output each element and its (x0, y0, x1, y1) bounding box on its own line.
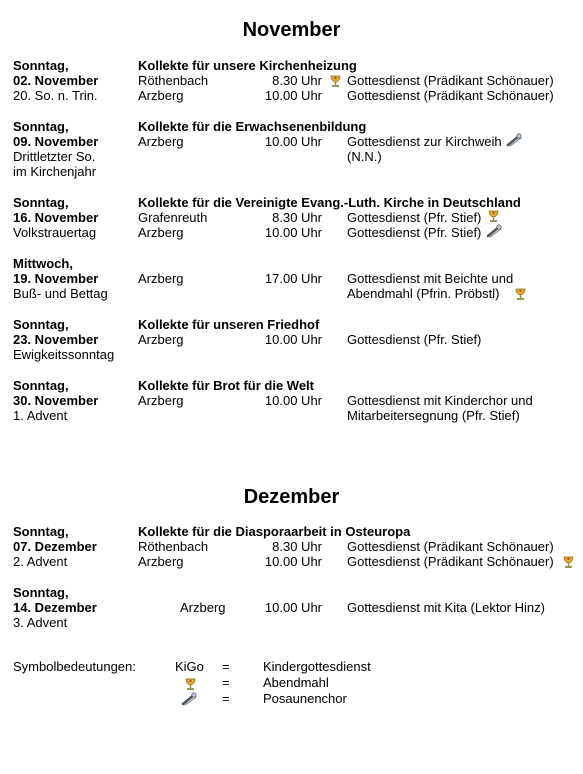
service-description: Gottesdienst (Prädikant Schönauer) (347, 73, 554, 88)
service-place: Arzberg (138, 225, 184, 240)
service-entry (0, 317, 583, 377)
service-time: 8.30 Uhr (272, 210, 322, 225)
abendmahl-chalice-icon (486, 209, 501, 224)
service-description-continued: Mitarbeitersegnung (Pfr. Stief) (347, 408, 520, 423)
date-label: 16. November (13, 210, 99, 225)
collection-label: Kollekte für die Erwachsenenbildung (138, 119, 367, 134)
date-label: 30. November (13, 393, 99, 408)
day-label: Sonntag, (13, 585, 69, 600)
legend-label: Symbolbedeutungen: (13, 659, 136, 674)
liturgical-day: Drittletzter So. (13, 149, 96, 164)
day-label: Mittwoch, (13, 256, 73, 271)
service-place: Grafenreuth (138, 210, 208, 225)
posaunenchor-trombone-icon (181, 692, 198, 707)
legend-symbol-kigo: KiGo (175, 659, 204, 674)
service-description: Gottesdienst (Pfr. Stief) (347, 225, 482, 240)
service-description: Gottesdienst (Prädikant Schönauer) (347, 539, 554, 554)
service-description: Gottesdienst (Prädikant Schönauer) (347, 554, 554, 569)
service-time: 8.30 Uhr (272, 539, 322, 554)
date-label: 07. Dezember (13, 539, 97, 554)
service-description-continued: (N.N.) (347, 149, 382, 164)
liturgical-day: Ewigkeitssonntag (13, 347, 115, 362)
date-label: 23. November (13, 332, 99, 347)
liturgical-day: im Kirchenjahr (13, 164, 97, 179)
service-entry (0, 58, 583, 118)
collection-label: Kollekte für unsere Kirchenheizung (138, 58, 357, 73)
day-label: Sonntag, (13, 58, 69, 73)
collection-label: Kollekte für die Diasporaarbeit in Osteuropa (138, 524, 411, 539)
service-description: Gottesdienst mit Kinderchor und (347, 393, 533, 408)
legend-meaning: Kindergottesdienst (263, 659, 371, 674)
liturgical-day: Buß- und Bettag (13, 286, 108, 301)
service-place: Röthenbach (138, 73, 209, 88)
liturgical-day: 3. Advent (13, 615, 68, 630)
service-time: 17.00 Uhr (264, 271, 322, 286)
posaunenchor-trombone-icon (506, 133, 521, 148)
service-entry (0, 256, 583, 316)
service-time: 10.00 Uhr (264, 225, 322, 240)
service-place: Arzberg (138, 134, 184, 149)
legend-meaning: Abendmahl (263, 675, 329, 690)
service-entry (0, 524, 583, 584)
collection-label: Kollekte für Brot für die Welt (138, 378, 314, 393)
month-title-november: November (242, 19, 341, 41)
service-description: Gottesdienst mit Beichte und (347, 271, 514, 286)
abendmahl-chalice-icon (328, 74, 343, 89)
day-label: Sonntag, (13, 195, 69, 210)
day-label: Sonntag, (13, 524, 69, 539)
date-label: 19. November (13, 271, 99, 286)
service-description-continued: Abendmahl (Pfrin. Pröbstl) (347, 286, 500, 301)
service-description: Gottesdienst mit Kita (Lektor Hinz) (347, 600, 545, 615)
service-time: 8.30 Uhr (272, 73, 322, 88)
service-entry (0, 378, 583, 438)
abendmahl-chalice-icon (561, 555, 576, 570)
legend-equals: = (222, 659, 230, 674)
service-entry (0, 195, 583, 255)
liturgical-day: 1. Advent (13, 408, 68, 423)
abendmahl-chalice-icon (183, 677, 198, 692)
service-time: 10.00 Uhr (264, 134, 322, 149)
day-label: Sonntag, (13, 317, 69, 332)
service-place: Arzberg (138, 332, 184, 347)
service-time: 10.00 Uhr (264, 332, 322, 347)
collection-label: Kollekte für die Vereinigte Evang.-Luth. Kirche in Deutschland (138, 195, 521, 210)
service-time: 10.00 Uhr (264, 600, 322, 615)
service-description: Gottesdienst zur Kirchweih (347, 134, 502, 149)
legend-equals: = (222, 691, 230, 706)
day-label: Sonntag, (13, 119, 69, 134)
posaunenchor-trombone-icon (486, 224, 501, 239)
legend-equals: = (222, 675, 230, 690)
service-place: Arzberg (138, 271, 184, 286)
service-place: Röthenbach (138, 539, 209, 554)
date-label: 09. November (13, 134, 99, 149)
collection-label: Kollekte für unseren Friedhof (138, 317, 320, 332)
service-entry (0, 585, 583, 645)
service-place: Arzberg (138, 393, 184, 408)
liturgical-day: 2. Advent (13, 554, 68, 569)
service-description: Gottesdienst (Pfr. Stief) (347, 332, 482, 347)
service-time: 10.00 Uhr (264, 393, 322, 408)
date-label: 14. Dezember (13, 600, 97, 615)
day-label: Sonntag, (13, 378, 69, 393)
liturgical-day: 20. So. n. Trin. (13, 88, 98, 103)
service-entry (0, 119, 583, 179)
date-label: 02. November (13, 73, 99, 88)
service-place: Arzberg (138, 88, 184, 103)
service-description: Gottesdienst (Prädikant Schönauer) (347, 88, 554, 103)
service-place: Arzberg (138, 554, 184, 569)
service-place: Arzberg (180, 600, 226, 615)
service-description: Gottesdienst (Pfr. Stief) (347, 210, 482, 225)
abendmahl-chalice-icon (513, 287, 528, 302)
legend-meaning: Posaunenchor (263, 691, 347, 706)
service-time: 10.00 Uhr (264, 554, 322, 569)
service-time: 10.00 Uhr (264, 88, 322, 103)
liturgical-day: Volkstrauertag (13, 225, 97, 240)
month-title-dezember: Dezember (243, 486, 340, 508)
